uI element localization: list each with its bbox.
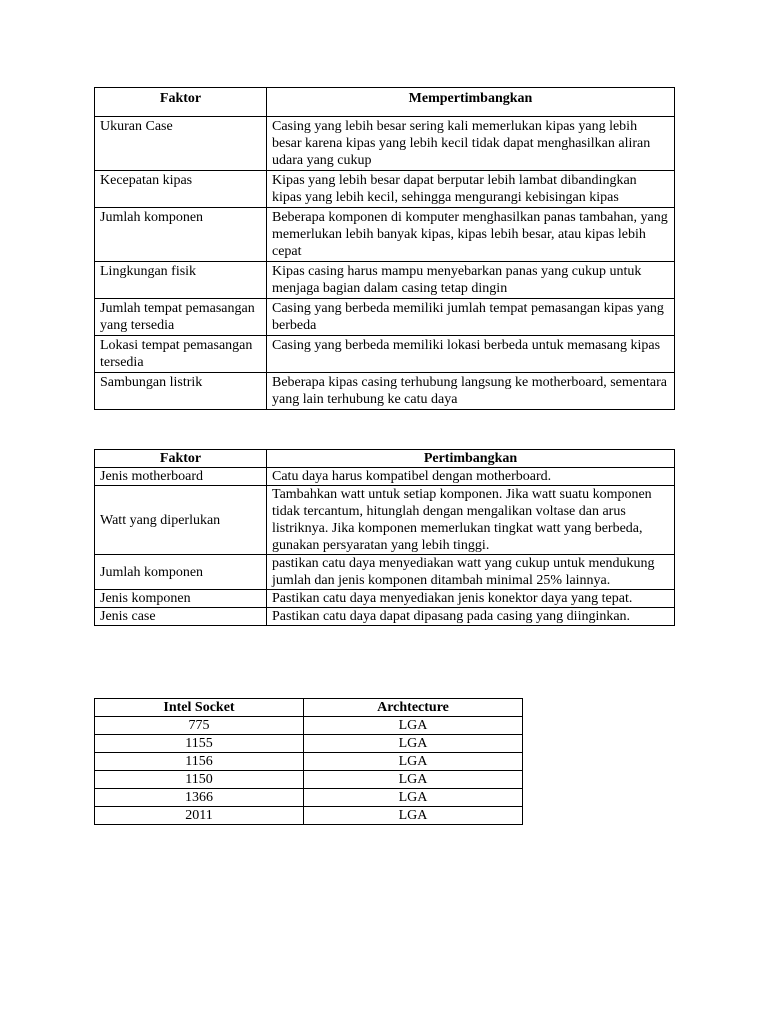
table-row	[95, 262, 675, 299]
socket-cell: 1156	[95, 753, 304, 771]
table-row	[95, 771, 523, 789]
consideration-cell: Pastikan catu daya dapat dipasang pada casing yang diinginkan.	[267, 608, 675, 626]
table-row	[95, 735, 523, 753]
architecture-cell: LGA	[304, 753, 523, 771]
socket-cell: 1150	[95, 771, 304, 789]
fan-considerations-table	[94, 87, 675, 410]
table-row	[95, 608, 675, 626]
consideration-cell: Tambahkan watt untuk setiap komponen. Jika watt suatu komponen tidak tercantum, hitunglah dengan mengalikan voltase dan arus listriknya. Jika komponen memerlukan tingkat watt yang berbeda, gunakan persyaratan yang lebih tinggi.	[267, 486, 675, 555]
factor-cell: Jenis komponen	[95, 590, 267, 608]
consideration-cell: Beberapa komponen di komputer menghasilkan panas tambahan, yang memerlukan lebih banyak kipas, kipas lebih besar, atau kipas lebih cepat	[267, 208, 675, 262]
table-row	[95, 299, 675, 336]
table-row	[95, 208, 675, 262]
power-supply-considerations-table	[94, 449, 675, 626]
consideration-cell: pastikan catu daya menyediakan watt yang cukup untuk mendukung jumlah dan jenis komponen ditambah minimal 25% lainnya.	[267, 555, 675, 590]
table-header-row	[95, 450, 675, 468]
header-pertimbangkan: Pertimbangkan	[267, 450, 675, 468]
factor-cell: Lokasi tempat pemasangan tersedia	[95, 336, 267, 373]
factor-cell: Ukuran Case	[95, 117, 267, 171]
table-row	[95, 486, 675, 555]
header-intel-socket: Intel Socket	[95, 699, 304, 717]
table-row	[95, 171, 675, 208]
architecture-cell: LGA	[304, 789, 523, 807]
consideration-cell: Catu daya harus kompatibel dengan motherboard.	[267, 468, 675, 486]
table-row	[95, 789, 523, 807]
consideration-cell: Casing yang berbeda memiliki jumlah tempat pemasangan kipas yang berbeda	[267, 299, 675, 336]
consideration-cell: Casing yang lebih besar sering kali memerlukan kipas yang lebih besar karena kipas yang lebih kecil tidak dapat menghasilkan aliran udara yang cukup	[267, 117, 675, 171]
consideration-cell: Kipas casing harus mampu menyebarkan panas yang cukup untuk menjaga bagian dalam casing tetap dingin	[267, 262, 675, 299]
factor-cell: Jumlah komponen	[95, 555, 267, 590]
factor-cell: Jumlah komponen	[95, 208, 267, 262]
table-row	[95, 555, 675, 590]
architecture-cell: LGA	[304, 807, 523, 825]
consideration-cell: Kipas yang lebih besar dapat berputar lebih lambat dibandingkan kipas yang lebih kecil, sehingga mengurangi kebisingan kipas	[267, 171, 675, 208]
table-row	[95, 590, 675, 608]
factor-cell: Jenis motherboard	[95, 468, 267, 486]
table-row	[95, 373, 675, 410]
factor-cell: Jenis case	[95, 608, 267, 626]
header-faktor: Faktor	[95, 88, 267, 117]
factor-cell: Kecepatan kipas	[95, 171, 267, 208]
table-header-row	[95, 88, 675, 117]
table-row	[95, 468, 675, 486]
header-mempertimbangkan: Mempertimbangkan	[267, 88, 675, 117]
factor-cell: Sambungan listrik	[95, 373, 267, 410]
architecture-cell: LGA	[304, 771, 523, 789]
consideration-cell: Beberapa kipas casing terhubung langsung ke motherboard, sementara yang lain terhubung ke catu daya	[267, 373, 675, 410]
table-row	[95, 753, 523, 771]
table-row	[95, 717, 523, 735]
table-row	[95, 336, 675, 373]
architecture-cell: LGA	[304, 735, 523, 753]
factor-cell: Jumlah tempat pemasangan yang tersedia	[95, 299, 267, 336]
table-header-row	[95, 699, 523, 717]
factor-cell: Lingkungan fisik	[95, 262, 267, 299]
header-archtecture: Archtecture	[304, 699, 523, 717]
table-row	[95, 117, 675, 171]
architecture-cell: LGA	[304, 717, 523, 735]
header-faktor: Faktor	[95, 450, 267, 468]
table-row	[95, 807, 523, 825]
consideration-cell: Pastikan catu daya menyediakan jenis konektor daya yang tepat.	[267, 590, 675, 608]
socket-cell: 1366	[95, 789, 304, 807]
consideration-cell: Casing yang berbeda memiliki lokasi berbeda untuk memasang kipas	[267, 336, 675, 373]
intel-socket-table	[94, 698, 523, 825]
socket-cell: 2011	[95, 807, 304, 825]
socket-cell: 1155	[95, 735, 304, 753]
socket-cell: 775	[95, 717, 304, 735]
factor-cell: Watt yang diperlukan	[95, 486, 267, 555]
